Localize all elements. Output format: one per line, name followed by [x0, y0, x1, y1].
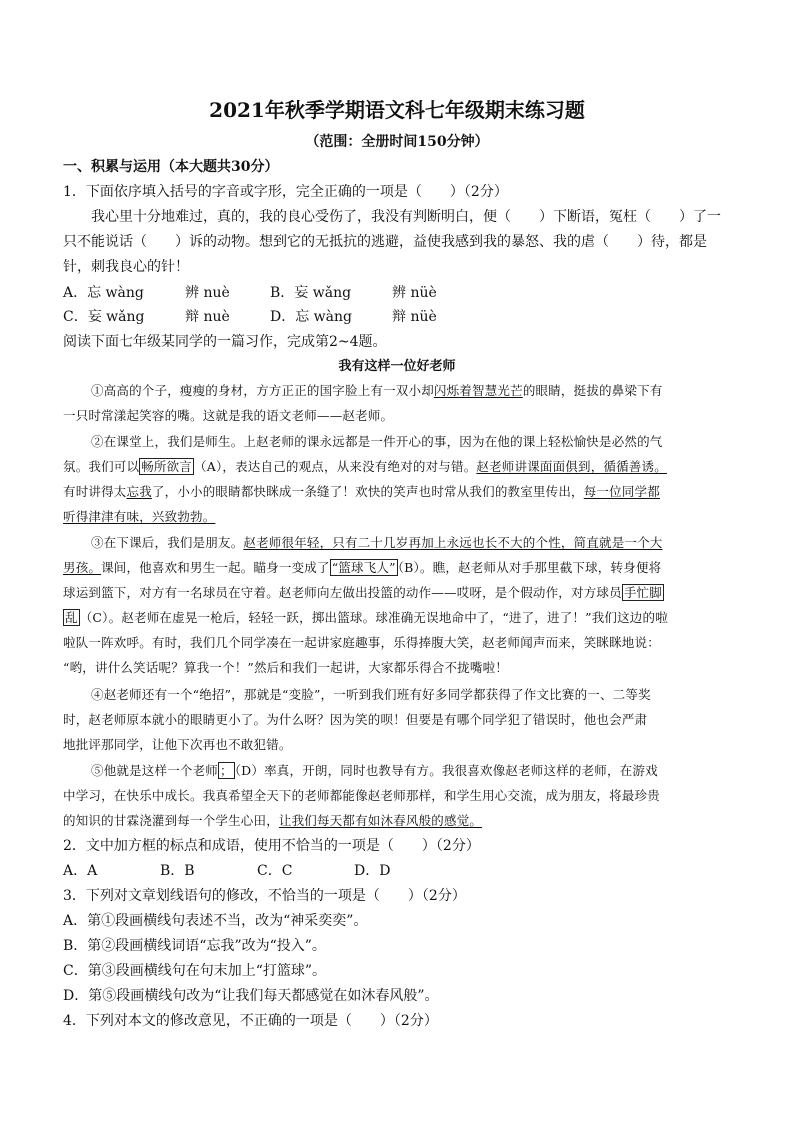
essay-paragraph-5: [91, 762, 658, 779]
q2-option-b[interactable]: B．B: [160, 863, 195, 879]
essay-text: 中学习，在快乐中成长。我真希望全天下的老师都能像赵老师那样，和学生用心交流，成为朋友，将最珍贵: [63, 788, 660, 803]
essay-text: （B）。瞧，赵老师从对手那里截下球，转身便将: [397, 560, 662, 575]
underlined-word: 忘我: [126, 484, 152, 499]
q1-option-b[interactable]: B．妄 wǎng: [270, 285, 352, 301]
essay-text: （A），表达自己的观点，从来没有绝对的对与错。: [194, 459, 477, 474]
underlined-sentence: 赵老师讲课面面俱到，循循善诱。: [476, 459, 667, 474]
essay-text: [63, 508, 215, 525]
boxed-phrase-b: “篮球飞人”: [331, 560, 396, 575]
essay-paragraph-4: ④赵老师还有一个“绝招”，那就是“变脸”，一听到我们班有好多同学都获得了作文比赛的一、二等奖: [91, 687, 651, 702]
q1-option-d[interactable]: D．忘 wàng: [270, 309, 352, 325]
essay-text: [63, 609, 668, 626]
q1-option-c-part: 辩 nuè: [185, 309, 230, 325]
boxed-idiom-c: 乱: [65, 610, 78, 625]
essay-paragraph-2: ②在课堂上，我们是师生。上赵老师的课永远都是一件开心的事，因为在他的课上轻松愉快是必然的气: [91, 434, 663, 449]
essay-text: [63, 584, 664, 601]
essay-text: ①高高的个子，瘦瘦的身材，方方正正的国字脸上有一双小却: [91, 383, 434, 398]
essay-text: 的知识的甘霖浇灌到每一个学生心田，: [63, 813, 279, 828]
essay-text: ③在下课后，我们是朋友。: [91, 535, 244, 550]
boxed-idiom-a: 畅所欲言: [141, 459, 193, 474]
essay-text: 一只时常漾起笑容的嘴。这就是我的语文老师——赵老师。: [63, 408, 394, 423]
essay-text: [63, 483, 660, 500]
q3-option-a[interactable]: A．第①段画横线句表述不当，改为“神采奕奕”。: [63, 913, 368, 929]
essay-paragraph-1: [91, 382, 663, 399]
q3-stem: 3．下列对文章划线语句的修改，不恰当的一项是（ ）（2分）: [63, 888, 466, 904]
q2-option-a[interactable]: A．A: [63, 863, 98, 879]
essay-text: 课间，他喜欢和男生一起。瞄身一变成了: [101, 560, 330, 575]
q1-stem: 1．下面依序填入括号的字音或字形，完全正确的一项是（ ）（2分）: [63, 184, 508, 200]
essay-text: “哟，讲什么笑话呢？算我一个！”然后和我们一起讲，大家都乐得合不拢嘴啦！: [63, 660, 508, 675]
q1-option-a[interactable]: A．忘 wàng: [63, 285, 144, 301]
essay-text: 有时讲得太: [63, 484, 127, 499]
essay-text: [63, 812, 482, 829]
essay-text: 了，小小的眼睛都快眯成一条缝了！欢快的笑声也时常从我们的教室里传出，: [151, 484, 584, 499]
essay-text: [63, 458, 667, 475]
essay-text: 氛。我们可以: [63, 459, 140, 474]
essay-paragraph-3: [91, 534, 663, 551]
q2-option-d[interactable]: D．D: [354, 863, 391, 879]
q1-passage-line: 我心里十分地难过，真的，我的良心受伤了，我没有判断明白，便（ ）下断语，冤枉（ ）了一: [91, 209, 721, 225]
essay-text: 地批评那同学，让他下次再也不敢犯错。: [63, 737, 292, 752]
boxed-idiom-c: 手忙脚: [623, 585, 662, 600]
q2-option-c[interactable]: C．C: [257, 863, 293, 879]
q1-option-a-part: 辨 nuè: [185, 285, 230, 301]
q1-option-c[interactable]: C．妄 wǎng: [63, 309, 145, 325]
essay-text: 球运到篮下，对方有一名球员在守着。赵老师向左做出投篮的动作——哎呀，是个假动作，对方球员: [63, 585, 622, 600]
underlined-sentence: 赵老师很年轻，只有二十几岁再加上永远也长不大的个性，简直就是一个大: [243, 535, 663, 550]
essay-text: 时，赵老师原本就小的眼睛更小了。为什么呀？因为笑的呗！但要是有哪个同学犯了错误时，他也会严肃: [63, 712, 648, 727]
reading-intro: 阅读下面七年级某同学的一篇习作，完成第2~4题。: [63, 334, 387, 350]
q2-stem: 2．文中加方框的标点和成语，使用不恰当的一项是（ ）（2分）: [63, 838, 480, 854]
q4-stem: 4．下列对本文的修改意见，不正确的一项是（ ）（2分）: [63, 1013, 438, 1029]
page-subtitle: （范围：全册时间150分钟）: [305, 134, 489, 150]
underlined-sentence: 男孩。: [63, 560, 102, 575]
section-heading: 一、积累与运用（本大题共30分）: [63, 159, 279, 175]
essay-text: （C）。赵老师在虚晃一枪后，轻轻一跃，掷出篮球。球准确无误地命中了，“进了，进了！”我们这边的啦: [79, 610, 668, 625]
essay-text: 的眼睛，挺拔的鼻梁下有: [522, 383, 663, 398]
q3-option-d[interactable]: D．第⑤段画横线句改为“让我们每天都感觉在如沐春风般”。: [63, 988, 439, 1004]
q3-option-b[interactable]: B．第②段画横线词语“忘我”改为“投入”。: [63, 938, 326, 954]
underlined-sentence: 每一位同学都: [583, 484, 660, 499]
essay-text: （D）率真，开朗，同时也教导有方。我很喜欢像赵老师这样的老师，在游戏: [234, 763, 658, 778]
underlined-sentence: 让我们每天都有如沐春风般的感觉。: [278, 813, 483, 828]
q1-option-d-part: 辩 nüè: [392, 309, 437, 325]
essay-text: 啦队一阵欢呼。有时，我们几个同学凑在一起讲家庭趣事，乐得捧腹大笑，赵老师闻声而来，笑眯眯地说：: [63, 635, 660, 650]
boxed-punctuation-d: ；: [220, 763, 233, 778]
essay-title: 我有这样一位好老师: [338, 359, 456, 374]
underlined-sentence: 听得津津有味，兴致勃勃。: [63, 509, 216, 524]
essay-text: [63, 559, 661, 576]
underlined-phrase: 闪烁着智慧光芒: [433, 383, 523, 398]
q1-passage-line: 针，刺我良心的针！: [63, 259, 189, 275]
q3-option-c[interactable]: C．第③段画横线句在句末加上“打篮球”。: [63, 963, 327, 979]
essay-text: ⑤他就是这样一个老师: [91, 763, 219, 778]
q1-option-b-part: 辨 nüè: [392, 285, 437, 301]
q1-passage-line: 只不能说话（ ）诉的动物。想到它的无抵抗的逃避，益使我感到我的暴怒、我的虐（ ）待，都是: [63, 234, 707, 250]
page-title: 2021年秋季学期语文科七年级期末练习题: [209, 98, 585, 122]
